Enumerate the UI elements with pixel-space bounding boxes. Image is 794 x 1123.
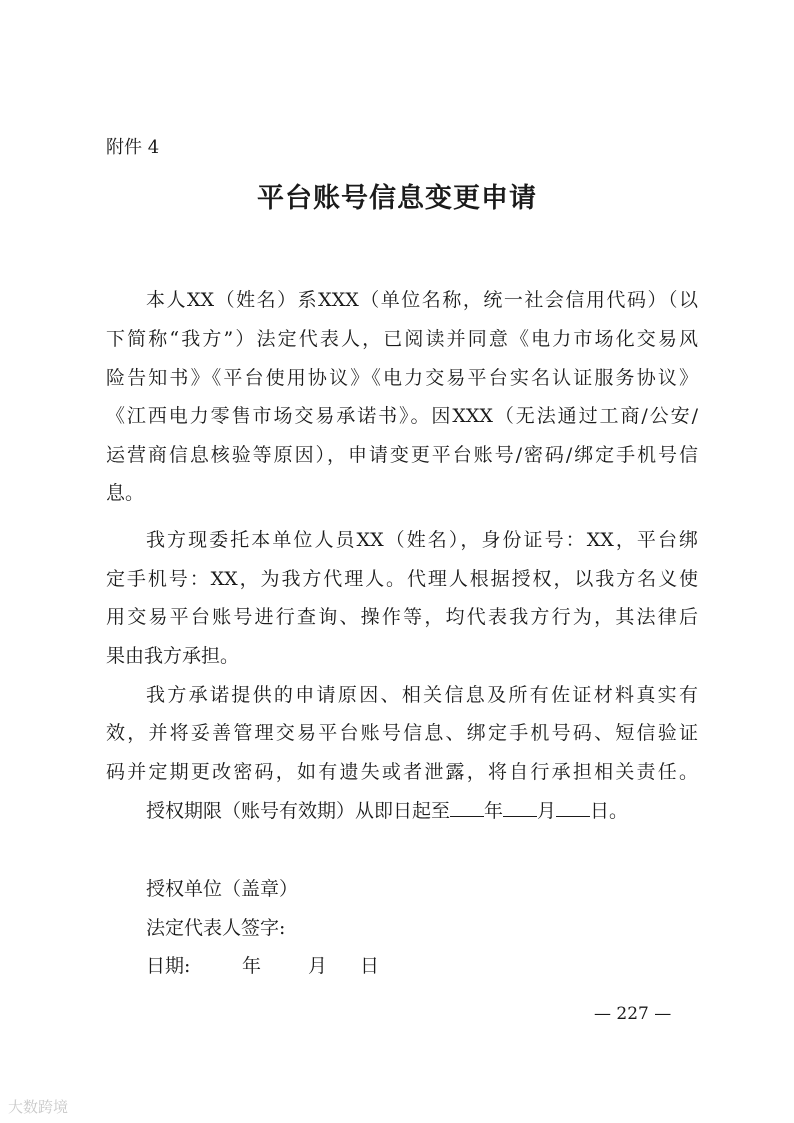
text-line: 我方承诺提供的申请原因、相关信息及所有佐证材料真实有: [146, 684, 698, 706]
year-label: 年: [484, 800, 504, 822]
month-blank[interactable]: [503, 798, 537, 817]
text-line: 本人XX（姓名）系XXX（单位名称，统一社会信用代码）（以: [146, 289, 698, 311]
text-line: 《江西电力零售市场交易承诺书》。因XXX（无法通过工商/公安/: [106, 405, 698, 427]
text-line: 下简称“我方”）法定代表人，已阅读并同意《电力市场化交易风: [106, 328, 698, 350]
day-blank[interactable]: [556, 798, 590, 817]
text-line: 用交易平台账号进行查询、操作等，均代表我方行为，其法律后: [106, 606, 698, 628]
date-day: 日: [360, 955, 380, 977]
document-title: 平台账号信息变更申请: [257, 183, 537, 214]
authorization-prefix: 授权期限（账号有效期）从即日起至: [146, 800, 451, 822]
text-line: 息。: [106, 482, 145, 504]
text-line: 运营商信息核验等原因），申请变更平台账号/密码/绑定手机号信: [106, 444, 698, 466]
signature-date: [146, 951, 446, 978]
authorization-period: [146, 798, 698, 823]
text-line: 我方现委托本单位人员XX（姓名），身份证号：XX，平台绑: [146, 529, 698, 551]
month-label: 月: [537, 800, 557, 822]
date-month: 月: [308, 955, 328, 977]
authorizing-unit-seal: 授权单位（盖章）: [146, 878, 299, 900]
attachment-label: 附件 4: [106, 137, 160, 158]
watermark: 大数跨境: [8, 1098, 69, 1116]
text-line: 定手机号：XX，为我方代理人。代理人根据授权，以我方名义使: [106, 568, 698, 590]
date-year: 年: [242, 955, 262, 977]
text-line: 果由我方承担。: [106, 645, 240, 667]
text-line: 码并定期更改密码，如有遗失或者泄露，将自行承担相关责任。: [106, 761, 698, 783]
text-line: 险告知书》《平台使用协议》《电力交易平台实名认证服务协议》: [106, 367, 698, 389]
page-number: — 227 —: [594, 1004, 672, 1024]
date-label: 日期:: [146, 955, 191, 977]
legal-rep-signature: 法定代表人签字:: [146, 917, 286, 939]
year-blank[interactable]: [450, 798, 484, 817]
text-line: 效，并将妥善管理交易平台账号信息、绑定手机号码、短信验证: [106, 722, 698, 744]
day-label: 日。: [590, 800, 629, 822]
